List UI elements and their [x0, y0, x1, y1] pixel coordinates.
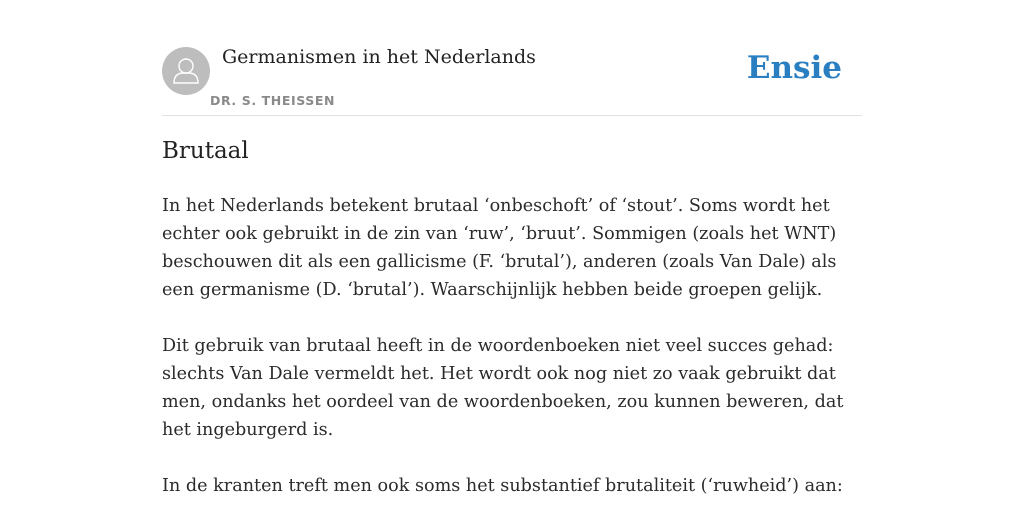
- paragraph: In de kranten treft men ook soms het substantief brutaliteit (‘ruwheid’) aan:: [162, 476, 843, 496]
- paragraph: Dit gebruik van brutaal heeft in de woordenboeken niet veel succes gehad: slechts Van Dale vermeldt het. Het wordt ook nog niet zo vaak gebruikt dat men, ondanks het oordeel van de woordenboeken, zou kunnen beweren, dat het ingeburgerd is.: [162, 336, 844, 440]
- entry-header: [162, 0, 862, 116]
- paragraph: In het Nederlands betekent brutaal ‘onbeschoft’ of ‘stout’. Soms wordt het echter ook gebruikt in de zin van ‘ruw’, ‘bruut’. Sommigen (zoals het WNT) beschouwen dit als een gallicisme (F. ‘brutal’), anderen (zoals Van Dale) als een germanisme (D. ‘brutal’). Waarschijnlijk hebben beide groepen gelijk.: [162, 196, 837, 300]
- page-container: [162, 0, 862, 496]
- author-avatar[interactable]: [162, 47, 210, 95]
- author-name[interactable]: DR. S. THEISSEN: [210, 93, 336, 108]
- book-title-link[interactable]: Germanismen in het Nederlands: [222, 46, 536, 68]
- entry-body: [162, 192, 862, 528]
- entry-title: Brutaal: [162, 138, 249, 164]
- ensie-logo[interactable]: Ensie: [746, 50, 842, 86]
- user-silhouette-icon: [162, 47, 210, 95]
